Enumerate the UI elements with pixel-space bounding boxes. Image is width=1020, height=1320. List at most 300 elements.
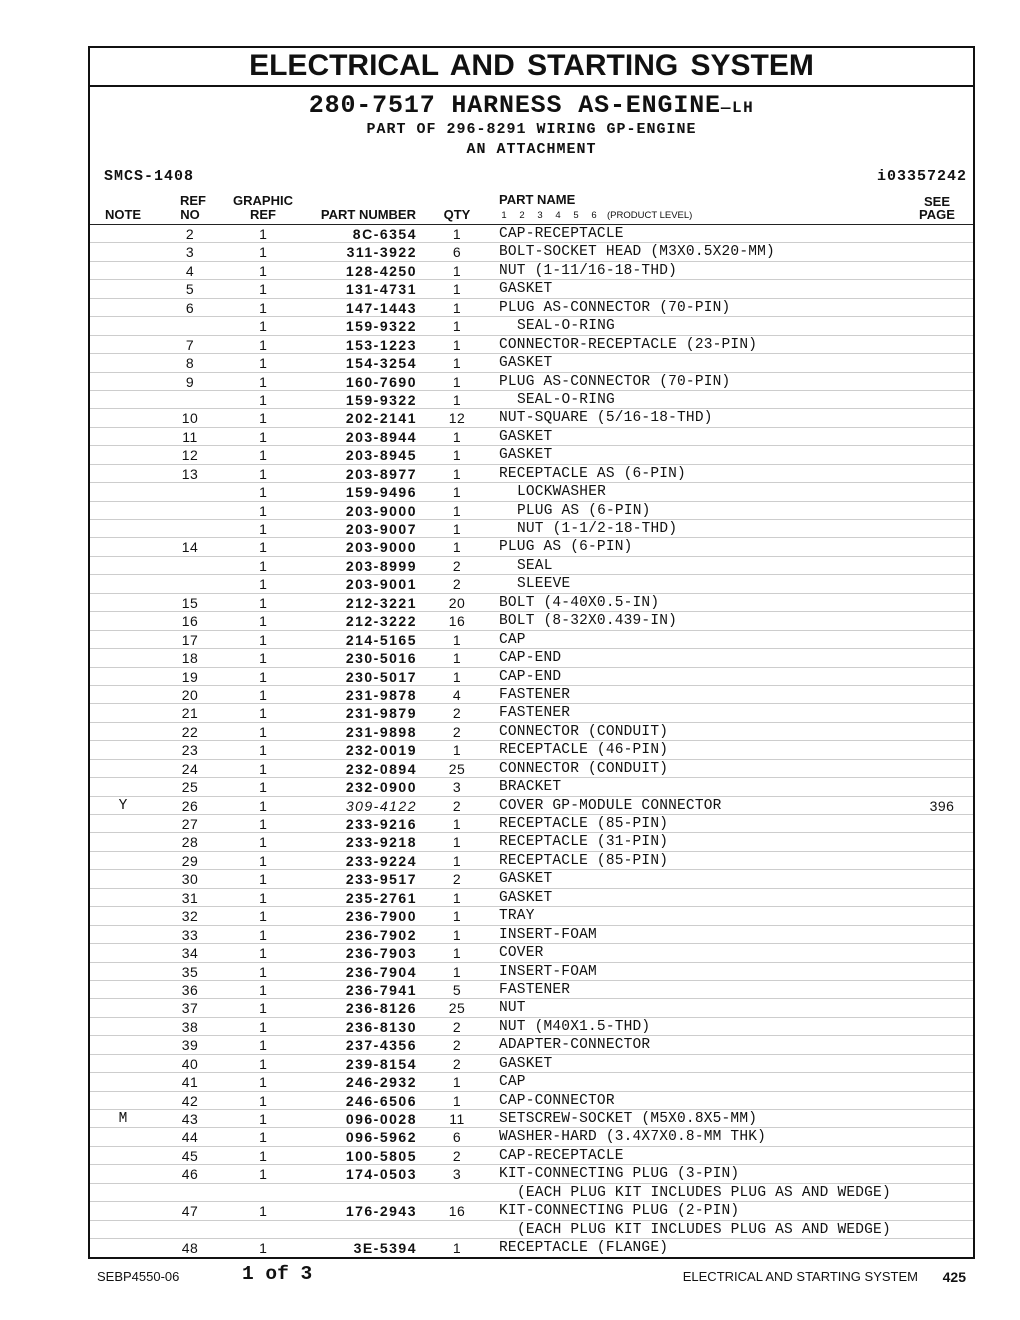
part-name-cell: GASKET — [499, 889, 553, 906]
qty-cell: 2 — [452, 723, 462, 740]
graphic-ref-cell: 1 — [259, 1129, 267, 1146]
table-row — [90, 852, 973, 870]
part-name-cell: NUT — [499, 1000, 526, 1017]
qty-cell: 6 — [452, 244, 462, 261]
table-row — [90, 446, 973, 464]
qty-cell: 2 — [452, 1037, 462, 1054]
part-number-cell: 311-3922 — [346, 244, 417, 261]
part-number-cell: 203-8977 — [345, 465, 417, 482]
qty-cell: 1 — [452, 1240, 462, 1257]
graphic-ref-cell: 1 — [259, 484, 267, 501]
graphic-ref-cell: 1 — [259, 613, 267, 630]
qty-cell: 1 — [452, 355, 462, 372]
qty-cell: 1 — [452, 1092, 462, 1109]
part-number-cell: 203-9000 — [345, 502, 417, 519]
qty-cell: 1 — [452, 945, 462, 962]
ref-no-cell: 38 — [181, 1018, 199, 1035]
graphic-ref-cell: 1 — [259, 981, 267, 998]
table-row — [90, 649, 973, 667]
ref-no-cell: 36 — [181, 981, 199, 998]
table-row — [90, 686, 973, 704]
part-name-cell: RECEPTACLE (31-PIN) — [499, 834, 669, 851]
part-name-cell: GASKET — [499, 1055, 553, 1072]
graphic-ref-cell: 1 — [259, 1074, 267, 1091]
graphic-ref-cell: 1 — [259, 465, 267, 482]
ref-no-cell: 32 — [181, 908, 199, 925]
ref-no-cell: 41 — [181, 1074, 199, 1091]
ref-no-cell: 5 — [185, 281, 195, 298]
graphic-ref-cell: 1 — [259, 521, 267, 537]
part-name-cell: TRAY — [499, 908, 535, 925]
graphic-ref-cell: 1 — [259, 594, 267, 611]
product-level-label: (PRODUCT LEVEL) — [607, 210, 693, 221]
qty-cell: 1 — [452, 391, 462, 408]
graphic-ref-cell: 1 — [259, 889, 267, 906]
table-row — [90, 1128, 973, 1146]
graphic-ref-cell: 1 — [259, 926, 267, 943]
part-name-cell: RECEPTACLE (85-PIN) — [499, 852, 669, 869]
section-title: ELECTRICAL AND STARTING SYSTEM — [249, 49, 814, 82]
smcs-code: SMCS-1408 — [104, 168, 195, 185]
table-row — [90, 336, 973, 354]
graphic-ref-cell: 1 — [259, 908, 267, 925]
graphic-ref-cell: 1 — [259, 355, 267, 372]
qty-cell: 1 — [452, 539, 462, 556]
qty-cell: 20 — [448, 594, 466, 611]
part-number-cell: 100-5805 — [345, 1147, 417, 1164]
part-name-cell: CAP-RECEPTACLE — [499, 226, 624, 242]
graphic-ref-cell: 1 — [259, 557, 267, 574]
ref-no-cell: 16 — [181, 613, 199, 630]
ref-no-cell: 10 — [181, 410, 199, 427]
note-cell: M — [118, 1111, 128, 1127]
part-name-cell: BOLT (8-32X0.439-IN) — [499, 613, 678, 630]
table-row — [90, 557, 973, 575]
part-name-cell: RECEPTACLE (46-PIN) — [499, 742, 669, 759]
ref-no-cell: 22 — [181, 723, 199, 740]
table-row — [90, 465, 973, 483]
part-name-cell: (EACH PLUG KIT INCLUDES PLUG AS AND WEDGE) — [517, 1221, 891, 1238]
product-level: 4 — [555, 210, 561, 221]
ref-no-cell: 40 — [181, 1055, 199, 1072]
ref-no-cell: 42 — [181, 1092, 199, 1109]
table-row — [90, 1165, 973, 1183]
qty-cell: 1 — [452, 226, 462, 242]
ref-no-cell: 34 — [181, 945, 199, 962]
part-number-cell: 236-8126 — [345, 1000, 417, 1017]
table-row — [90, 262, 973, 280]
part-number-cell: 153-1223 — [345, 336, 417, 353]
qty-cell: 16 — [448, 1203, 466, 1220]
ref-no-cell: 28 — [181, 834, 199, 851]
ref-no-cell: 25 — [181, 779, 199, 796]
graphic-ref-cell: 1 — [259, 336, 267, 353]
graphic-ref-cell: 1 — [259, 428, 267, 445]
part-name-cell: SLEEVE — [517, 576, 571, 593]
table-row — [90, 483, 973, 501]
graphic-ref-cell: 1 — [259, 723, 267, 740]
part-number-cell: 231-9879 — [345, 705, 417, 722]
part-name-cell: COVER GP-MODULE CONNECTOR — [499, 797, 722, 814]
ref-no-cell: 33 — [181, 926, 199, 943]
part-name-cell: CAP — [499, 1074, 526, 1091]
table-row — [90, 963, 973, 981]
ref-no-cell: 44 — [181, 1129, 199, 1146]
qty-cell: 1 — [452, 650, 462, 667]
ref-no-cell: 24 — [181, 760, 199, 777]
product-level: 6 — [591, 210, 597, 221]
table-row — [90, 833, 973, 851]
part-number-cell: 154-3254 — [345, 355, 417, 372]
ref-no-cell: 23 — [181, 742, 199, 759]
ref-no-cell: 45 — [181, 1147, 199, 1164]
part-name-cell: FASTENER — [499, 686, 571, 703]
part-name-cell: RECEPTACLE (85-PIN) — [499, 816, 669, 832]
graphic-ref-cell: 1 — [259, 871, 267, 888]
qty-cell: 12 — [448, 410, 466, 427]
part-name-cell: SEAL-O-RING — [517, 391, 615, 408]
col-header-part-number: PART NUMBER — [320, 207, 416, 222]
part-name-cell: BOLT-SOCKET HEAD (M3X0.5X20-MM) — [499, 244, 775, 261]
graphic-ref-cell: 1 — [259, 1203, 267, 1220]
graphic-ref-cell: 1 — [259, 797, 267, 814]
graphic-ref-cell: 1 — [259, 244, 267, 261]
part-number-cell: 239-8154 — [345, 1055, 417, 1072]
table-row — [90, 428, 973, 446]
graphic-ref-cell: 1 — [259, 742, 267, 759]
table-row — [90, 280, 973, 298]
part-number-cell: 096-5962 — [345, 1129, 417, 1146]
ref-no-cell: 9 — [185, 373, 195, 390]
sheet-indicator: 1 of 3 — [242, 1263, 313, 1285]
table-row — [90, 889, 973, 907]
graphic-ref-cell: 1 — [259, 945, 267, 962]
ref-no-cell: 21 — [181, 705, 199, 722]
part-name-cell: (EACH PLUG KIT INCLUDES PLUG AS AND WEDGE) — [517, 1184, 891, 1201]
qty-cell: 2 — [452, 557, 462, 574]
table-row — [90, 668, 973, 686]
ref-no-cell: 48 — [181, 1240, 199, 1257]
ref-no-cell: 37 — [181, 1000, 199, 1017]
graphic-ref-cell: 1 — [259, 1166, 267, 1183]
part-name-cell: RECEPTACLE (FLANGE) — [499, 1240, 669, 1257]
qty-cell: 3 — [452, 779, 462, 796]
part-number-cell: 230-5017 — [345, 668, 417, 685]
qty-cell: 6 — [452, 1129, 462, 1146]
part-number-cell: 230-5016 — [345, 650, 417, 667]
part-name-cell: GASKET — [499, 281, 553, 298]
table-row — [90, 1147, 973, 1165]
col-header-qty: QTY — [443, 207, 471, 222]
table-row — [90, 1239, 973, 1257]
page-number: 425 — [942, 1269, 966, 1285]
qty-cell: 2 — [452, 871, 462, 888]
qty-cell: 4 — [452, 686, 462, 703]
part-number-cell: 235-2761 — [345, 889, 417, 906]
see-page-cell: 396 — [929, 797, 955, 814]
qty-cell: 1 — [452, 926, 462, 943]
illustration-id: i03357242 — [876, 168, 967, 185]
graphic-ref-cell: 1 — [259, 410, 267, 427]
ref-no-cell: 47 — [181, 1203, 199, 1220]
ref-no-cell: 20 — [181, 686, 199, 703]
ref-no-cell: 12 — [181, 447, 199, 464]
part-number-cell: 233-9224 — [345, 852, 417, 869]
part-name-cell: PLUG AS (6-PIN) — [499, 539, 633, 556]
part-name-cell: KIT-CONNECTING PLUG (3-PIN) — [499, 1166, 740, 1183]
graphic-ref-cell: 1 — [259, 1111, 267, 1127]
part-number-cell: 236-7900 — [345, 908, 417, 925]
qty-cell: 1 — [452, 262, 462, 279]
part-number-cell: 233-9517 — [345, 871, 417, 888]
part-number-cell: 174-0503 — [345, 1166, 417, 1183]
table-row — [90, 317, 973, 335]
graphic-ref-cell: 1 — [259, 705, 267, 722]
ref-no-cell: 2 — [185, 226, 195, 242]
part-name-cell: PLUG AS-CONNECTOR (70-PIN) — [499, 373, 731, 390]
graphic-ref-cell: 1 — [259, 1018, 267, 1035]
qty-cell: 1 — [452, 336, 462, 353]
table-row — [90, 354, 973, 372]
graphic-ref-cell: 1 — [259, 539, 267, 556]
part-number-cell: 231-9878 — [345, 686, 417, 703]
part-name-cell: BRACKET — [499, 779, 562, 796]
part-number-cell: 246-6506 — [345, 1092, 417, 1109]
graphic-ref-cell: 1 — [259, 502, 267, 519]
ref-no-cell: 27 — [181, 816, 199, 832]
graphic-ref-cell: 1 — [259, 852, 267, 869]
qty-cell: 1 — [452, 852, 462, 869]
ref-no-cell: 15 — [181, 594, 199, 611]
graphic-ref-cell: 1 — [259, 668, 267, 685]
part-name-cell: CAP-CONNECTOR — [499, 1092, 615, 1109]
ref-no-cell: 8 — [185, 355, 195, 372]
ref-no-cell: 26 — [181, 797, 199, 814]
part-name-cell: LOCKWASHER — [517, 484, 607, 501]
table-row — [90, 299, 973, 317]
part-number-cell: 203-8944 — [345, 428, 417, 445]
part-name-cell: INSERT-FOAM — [499, 926, 597, 943]
qty-cell: 1 — [452, 816, 462, 832]
product-level: 3 — [537, 210, 543, 221]
ref-no-cell: 14 — [181, 539, 199, 556]
qty-cell: 1 — [452, 502, 462, 519]
graphic-ref-cell: 1 — [259, 373, 267, 390]
ref-no-cell: 3 — [185, 244, 195, 261]
part-name-cell: GASKET — [499, 447, 553, 464]
part-number-cell: 203-8945 — [345, 447, 417, 464]
part-name-cell: BOLT (4-40X0.5-IN) — [499, 594, 660, 611]
graphic-ref-cell: 1 — [259, 1147, 267, 1164]
part-name-cell: CAP-END — [499, 650, 562, 667]
graphic-ref-cell: 1 — [259, 281, 267, 298]
ref-no-cell: 31 — [181, 889, 199, 906]
part-number-cell: 159-9322 — [345, 318, 417, 335]
table-row — [90, 760, 973, 778]
product-level: 2 — [519, 210, 525, 221]
col-header-see-line1: SEE — [923, 194, 950, 209]
part-name-cell: RECEPTACLE AS (6-PIN) — [499, 465, 686, 482]
qty-cell: 1 — [452, 889, 462, 906]
table-row — [90, 1036, 973, 1054]
part-name-cell: INSERT-FOAM — [499, 963, 597, 980]
ref-no-cell: 46 — [181, 1166, 199, 1183]
ref-no-cell: 18 — [181, 650, 199, 667]
table-row — [90, 594, 973, 612]
ref-no-cell: 11 — [182, 428, 198, 445]
ref-no-cell: 30 — [181, 871, 199, 888]
table-row — [90, 797, 973, 815]
graphic-ref-cell: 1 — [259, 760, 267, 777]
table-row — [90, 243, 973, 261]
col-header-see-line2: PAGE — [919, 207, 955, 222]
graphic-ref-cell: 1 — [259, 262, 267, 279]
part-name-cell: PLUG AS (6-PIN) — [517, 502, 651, 519]
part-number-cell: 131-4731 — [345, 281, 417, 298]
ref-no-cell: 7 — [185, 336, 195, 353]
table-row — [90, 704, 973, 722]
qty-cell: 2 — [452, 576, 462, 593]
part-number-cell: 236-7904 — [345, 963, 417, 980]
table-row — [90, 907, 973, 925]
part-name-cell: NUT (1-11/16-18-THD) — [499, 262, 678, 279]
part-number-cell: 236-7903 — [345, 945, 417, 962]
graphic-ref-cell: 1 — [259, 1240, 267, 1257]
part-number-cell: 231-9898 — [345, 723, 417, 740]
table-row — [90, 815, 973, 833]
footer-section-title: ELECTRICAL AND STARTING SYSTEM — [682, 1269, 918, 1284]
qty-cell: 1 — [452, 447, 462, 464]
qty-cell: 11 — [449, 1111, 465, 1127]
qty-cell: 1 — [452, 373, 462, 390]
group-title-suffix: —LH — [720, 99, 755, 117]
qty-cell: 1 — [452, 908, 462, 925]
col-header-graphic-line2: REF — [250, 207, 276, 222]
qty-cell: 1 — [452, 465, 462, 482]
qty-cell: 2 — [452, 1147, 462, 1164]
graphic-ref-cell: 1 — [259, 391, 267, 408]
part-number-cell: 214-5165 — [345, 631, 417, 648]
qty-cell: 1 — [452, 742, 462, 759]
part-number-cell: 232-0900 — [345, 779, 417, 796]
graphic-ref-cell: 1 — [259, 650, 267, 667]
table-row — [90, 1018, 973, 1036]
table-row — [90, 520, 973, 538]
col-header-part-name: PART NAME — [499, 192, 576, 207]
ref-no-cell: 6 — [185, 299, 195, 316]
qty-cell: 1 — [452, 834, 462, 851]
col-header-ref-line1: REF — [180, 193, 206, 208]
table-row — [90, 741, 973, 759]
table-row — [90, 631, 973, 649]
qty-cell: 2 — [452, 797, 462, 814]
graphic-ref-cell: 1 — [259, 779, 267, 796]
part-number-cell: 096-0028 — [345, 1111, 417, 1127]
col-header-ref-line2: NO — [180, 207, 200, 222]
table-row — [90, 926, 973, 944]
part-name-cell: GASKET — [499, 428, 553, 445]
part-number-cell: 309-4122 — [345, 797, 417, 814]
graphic-ref-cell: 1 — [259, 1055, 267, 1072]
ref-no-cell: 35 — [181, 963, 199, 980]
graphic-ref-cell: 1 — [259, 1037, 267, 1054]
part-name-cell: CONNECTOR (CONDUIT) — [499, 723, 669, 740]
qty-cell: 2 — [452, 1018, 462, 1035]
part-number-cell: 159-9496 — [345, 484, 417, 501]
part-name-cell: ADAPTER-CONNECTOR — [499, 1037, 651, 1054]
part-name-cell: SETSCREW-SOCKET (M5X0.8X5-MM) — [499, 1111, 758, 1127]
table-row — [90, 723, 973, 741]
table-row — [90, 981, 973, 999]
graphic-ref-cell: 1 — [259, 576, 267, 593]
graphic-ref-cell: 1 — [259, 1000, 267, 1017]
part-name-cell: PLUG AS-CONNECTOR (70-PIN) — [499, 299, 731, 316]
part-number-cell: 233-9216 — [345, 816, 417, 832]
product-level: 1 — [501, 210, 507, 221]
part-number-cell: 203-9001 — [345, 576, 417, 593]
graphic-ref-cell: 1 — [259, 686, 267, 703]
table-row — [90, 944, 973, 962]
graphic-ref-cell: 1 — [259, 447, 267, 464]
graphic-ref-cell: 1 — [259, 318, 267, 335]
product-levels — [495, 210, 692, 222]
part-name-cell: FASTENER — [499, 981, 571, 998]
qty-cell: 2 — [452, 1055, 462, 1072]
qty-cell: 1 — [452, 299, 462, 316]
table-row — [90, 999, 973, 1017]
part-of-line: PART OF 296-8291 WIRING GP-ENGINE — [366, 121, 697, 138]
table-row — [90, 409, 973, 427]
qty-cell: 1 — [452, 1074, 462, 1091]
group-title-main: 280-7517 HARNESS AS-ENGINE — [308, 91, 721, 120]
part-of-line-2: AN ATTACHMENT — [466, 141, 597, 158]
ref-no-cell: 39 — [181, 1037, 199, 1054]
part-number-cell: 147-1443 — [345, 299, 417, 316]
qty-cell: 16 — [448, 613, 466, 630]
ref-no-cell: 43 — [181, 1111, 199, 1127]
part-name-cell: CAP-RECEPTACLE — [499, 1147, 624, 1164]
ref-no-cell: 13 — [181, 465, 199, 482]
part-name-cell: GASKET — [499, 355, 553, 372]
part-name-cell: WASHER-HARD (3.4X7X0.8-MM THK) — [499, 1129, 767, 1146]
table-row — [90, 1202, 973, 1220]
part-number-cell: 233-9218 — [345, 834, 417, 851]
graphic-ref-cell: 1 — [259, 226, 267, 242]
part-name-cell: GASKET — [499, 871, 553, 888]
ref-no-cell: 19 — [181, 668, 199, 685]
part-number-cell: 236-7941 — [345, 981, 417, 998]
table-row — [90, 1073, 973, 1091]
table-row — [90, 575, 973, 593]
graphic-ref-cell: 1 — [259, 816, 267, 832]
part-name-cell: FASTENER — [499, 705, 571, 722]
qty-cell: 1 — [452, 484, 462, 501]
part-name-cell: SEAL-O-RING — [517, 318, 615, 335]
ref-no-cell: 29 — [181, 852, 199, 869]
graphic-ref-cell: 1 — [259, 963, 267, 980]
graphic-ref-cell: 1 — [259, 299, 267, 316]
col-header-graphic-line1: GRAPHIC — [233, 193, 293, 208]
part-number-cell: 202-2141 — [345, 410, 417, 427]
table-row — [90, 1184, 973, 1202]
part-number-cell: 246-2932 — [345, 1074, 417, 1091]
part-number-cell: 203-9007 — [345, 521, 417, 537]
part-number-cell: 237-4356 — [345, 1037, 417, 1054]
qty-cell: 1 — [452, 428, 462, 445]
table-row — [90, 870, 973, 888]
ref-no-cell: 17 — [181, 631, 199, 648]
part-name-cell: CAP — [499, 631, 526, 648]
